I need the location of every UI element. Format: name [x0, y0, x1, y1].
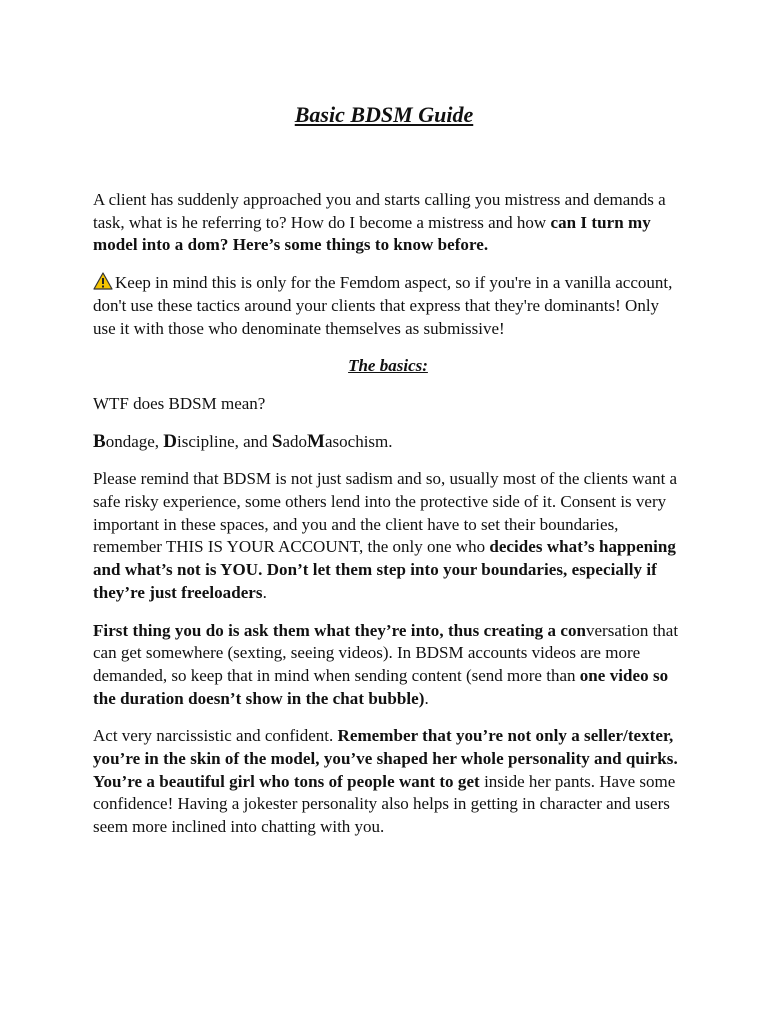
acronym-bondage: ondage,: [105, 431, 164, 451]
act-paragraph: [93, 725, 683, 839]
consent-text: Please remind that BDSM is not just sadism and so, usually most of the clients want a safe risky experience, some others lend into the protective side of it. Consent is very important in these spaces, and you and the client have to set their boundaries, remember THIS IS YOUR ACCOUNT, the only one who: [93, 469, 678, 557]
first-thing-bold-end: one video so the duration doesn’t show in the chat bubble): [93, 665, 669, 708]
acronym-sado: ado: [282, 431, 308, 451]
warning-paragraph: [93, 272, 683, 340]
act-end: inside her pants. Have some confidence! Having a jokester personality also helps in getting in character and users seem more inclined into chatting with you.: [93, 771, 676, 837]
intro-paragraph: [93, 189, 683, 257]
first-thing-bold-text: First thing you do is ask them what they’re into, thus creating a con: [93, 620, 587, 640]
acronym-masochism: asochism.: [324, 431, 393, 451]
document-body: [93, 189, 683, 854]
acronym-line: [93, 431, 683, 454]
intro-bold-text: can I turn my model into a dom? Here’s some things to know before.: [93, 212, 651, 255]
acronym-letter-d: D: [163, 430, 178, 452]
acronym-discipline: iscipline, and: [177, 431, 272, 451]
consent-paragraph: [93, 468, 683, 604]
warning-icon: [93, 272, 113, 290]
first-thing-paragraph: [93, 620, 683, 711]
first-thing-end: .: [424, 688, 429, 708]
consent-bold-text: decides what’s happening and what’s not is YOU. Don’t let them step into your boundaries, especially if they’re just freeloaders: [93, 537, 676, 602]
intro-text: A client has suddenly approached you and starts calling you mistress and demands a task, what is he referring to? How do I become a mistress and how: [93, 190, 666, 232]
acronym-letter-s: S: [271, 430, 283, 452]
basics-heading: The basics:: [348, 356, 428, 376]
acronym-letter-b: B: [93, 430, 106, 452]
document-title: Basic BDSM Guide: [294, 102, 474, 127]
consent-end: .: [262, 582, 267, 602]
acronym-letter-m: M: [307, 430, 325, 452]
warning-text: Keep in mind this is only for the Femdom aspect, so if you're in a vanilla account, don't use these tactics around your clients that express that they're dominants! Only use it with those who denominate themselves as submissive!: [93, 273, 673, 338]
first-thing-text: versation that can get somewhere (sexting, seeing videos). In BDSM accounts videos are more demanded, so keep that in mind when sending content (send more than: [93, 620, 679, 685]
act-bold-text: Remember that you’re not only a seller/texter, you’re in the skin of the model, you’ve shaped her whole personality and quirks. You’re a beautiful girl who tons of people want to get: [93, 726, 678, 791]
question-text: WTF does BDSM mean?: [93, 393, 266, 413]
act-text: Act very narcissistic and confident.: [93, 726, 338, 746]
